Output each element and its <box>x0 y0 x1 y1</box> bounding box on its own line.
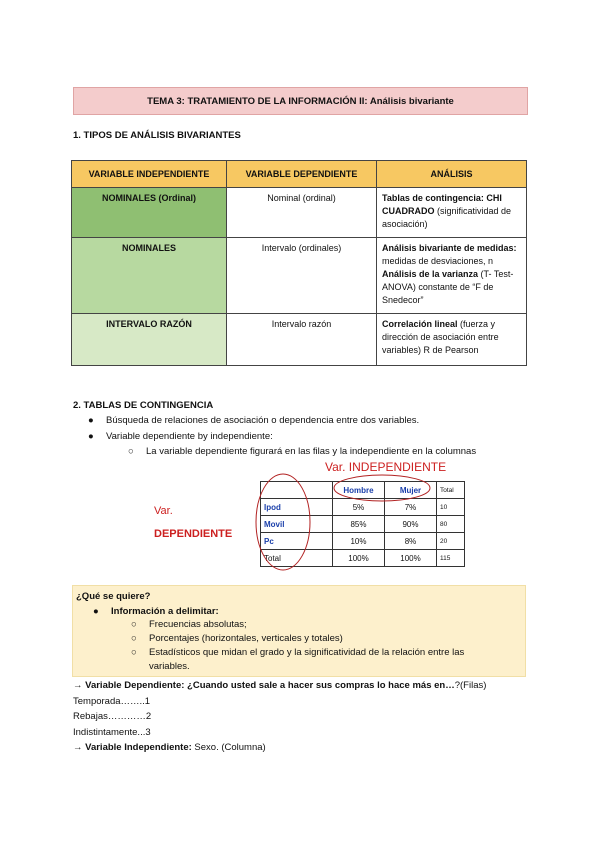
header-dependiente: VARIABLE DEPENDIENTE <box>227 161 377 188</box>
list-item <box>131 619 247 630</box>
row1-analisis-bold: Tablas de contingencia: CHI CUADRADO <box>382 193 502 216</box>
cell: 80 <box>437 516 465 533</box>
indep-rest: Sexo. (Columna) <box>191 742 266 753</box>
list-item <box>88 415 419 426</box>
row3-dependiente: Intervalo razón <box>227 314 377 366</box>
option-line: Temporada……..1 <box>73 696 151 707</box>
row1-independiente: NOMINALES (Ordinal) <box>72 188 227 238</box>
cell: 100% <box>333 550 385 567</box>
dependent-variable-line <box>73 680 486 691</box>
var-label: Var. <box>154 505 173 517</box>
subitem-continuation: variables. <box>149 661 190 672</box>
subitem-text: Porcentajes (horizontales, verticales y totales) <box>149 633 343 644</box>
row2-analisis-rest: medidas de desviaciones, n <box>382 256 494 266</box>
row-label: Ipod <box>261 499 333 516</box>
list-item <box>128 446 476 457</box>
sub-bullet-circle-icon: ○ <box>128 446 134 457</box>
indep-label: Variable Independiente: <box>85 742 192 753</box>
bullet-dot-icon: ● <box>93 606 99 617</box>
dep-label: Variable Dependiente: ¿Cuando usted sale a hacer sus compras lo hace más en… <box>85 680 455 691</box>
table-row <box>72 314 527 366</box>
arrow-icon: → <box>73 680 86 691</box>
row1-analisis-rest: (significatividad de asociación) <box>382 206 512 229</box>
row3-analisis-rest: (fuerza y dirección de asociación entre variables) R de Pearson <box>382 319 499 355</box>
row1-dependiente: Nominal (ordinal) <box>227 188 377 238</box>
header-independiente: VARIABLE INDEPENDIENTE <box>72 161 227 188</box>
page-title: TEMA 3: TRATAMIENTO DE LA INFORMACIÓN II: Análisis bivariante <box>147 95 454 107</box>
cell: 5% <box>333 499 385 516</box>
cell: 7% <box>385 499 437 516</box>
row1-analisis <box>377 188 527 238</box>
row2-dependiente: Intervalo (ordinales) <box>227 238 377 314</box>
cell: 90% <box>385 516 437 533</box>
quiere-heading: ¿Qué se quiere? <box>76 591 151 602</box>
header-analisis: ANÁLISIS <box>377 161 527 188</box>
bullet-dot-icon: ● <box>88 415 94 426</box>
bullet-dot-icon: ● <box>88 431 94 442</box>
row2-analisis-bold: Análisis bivariante de medidas: <box>382 243 517 253</box>
cell: 115 <box>437 550 465 567</box>
table-row <box>72 188 527 238</box>
section2-heading: 2. TABLAS DE CONTINGENCIA <box>73 400 214 411</box>
cell: 20 <box>437 533 465 550</box>
var-independiente-label: Var. INDEPENDIENTE <box>325 460 447 474</box>
bullet-text: Búsqueda de relaciones de asociación o dependencia entre dos variables. <box>106 415 420 426</box>
table-header-row <box>72 161 527 188</box>
section1-heading: 1. TIPOS DE ANÁLISIS BIVARIANTES <box>73 130 241 141</box>
arrow-icon: → <box>73 742 86 753</box>
list-item <box>131 633 343 644</box>
sub-bullet-text: La variable dependiente figurará en las filas y la independiente en la columnas <box>146 446 477 457</box>
option-line: Indistintamente...3 <box>73 727 151 738</box>
quiere-item: Información a delimitar: <box>111 606 219 617</box>
cell: 10% <box>333 533 385 550</box>
col-mujer: Mujer <box>385 482 437 499</box>
subitem-text: Frecuencias absolutas; <box>149 619 247 630</box>
row3-independiente: INTERVALO RAZÓN <box>72 314 227 366</box>
independent-variable-line <box>73 742 266 753</box>
list-item <box>88 431 273 442</box>
row3-analisis <box>377 314 527 366</box>
row2-analisis-bold2: Análisis de la varianza <box>382 269 479 279</box>
row-label: Movil <box>261 516 333 533</box>
dependiente-label: DEPENDIENTE <box>154 528 233 540</box>
cell: 100% <box>385 550 437 567</box>
cell: 10 <box>437 499 465 516</box>
title-banner <box>73 87 528 115</box>
annotation-circles <box>150 458 460 573</box>
subitem-text: Estadísticos que midan el grado y la significatividad de la relación entre las <box>149 647 465 658</box>
list-item <box>93 606 219 617</box>
col-total: Total <box>437 482 465 499</box>
sub-bullet-circle-icon: ○ <box>131 619 137 630</box>
rows-circle <box>256 474 310 570</box>
table-row <box>72 238 527 314</box>
sub-bullet-circle-icon: ○ <box>131 633 137 644</box>
cell: 8% <box>385 533 437 550</box>
columns-circle <box>334 475 430 501</box>
row2-independiente: NOMINALES <box>72 238 227 314</box>
sub-bullet-circle-icon: ○ <box>131 647 137 658</box>
row-label: Total <box>261 550 333 567</box>
row-label: Pc <box>261 533 333 550</box>
option-line: Rebajas…………2 <box>73 711 152 722</box>
list-item <box>131 647 464 658</box>
col-hombre: Hombre <box>333 482 385 499</box>
analysis-types-table <box>71 160 527 366</box>
bullet-text: Variable dependiente by independiente: <box>106 431 273 442</box>
dep-suffix: ?(Filas) <box>454 680 487 691</box>
row2-analisis-rest2: (T- Test- ANOVA) constante de “F de Snedecor” <box>382 269 514 305</box>
row2-analisis <box>377 238 527 314</box>
row3-analisis-bold: Correlación lineal <box>382 319 458 329</box>
cell: 85% <box>333 516 385 533</box>
